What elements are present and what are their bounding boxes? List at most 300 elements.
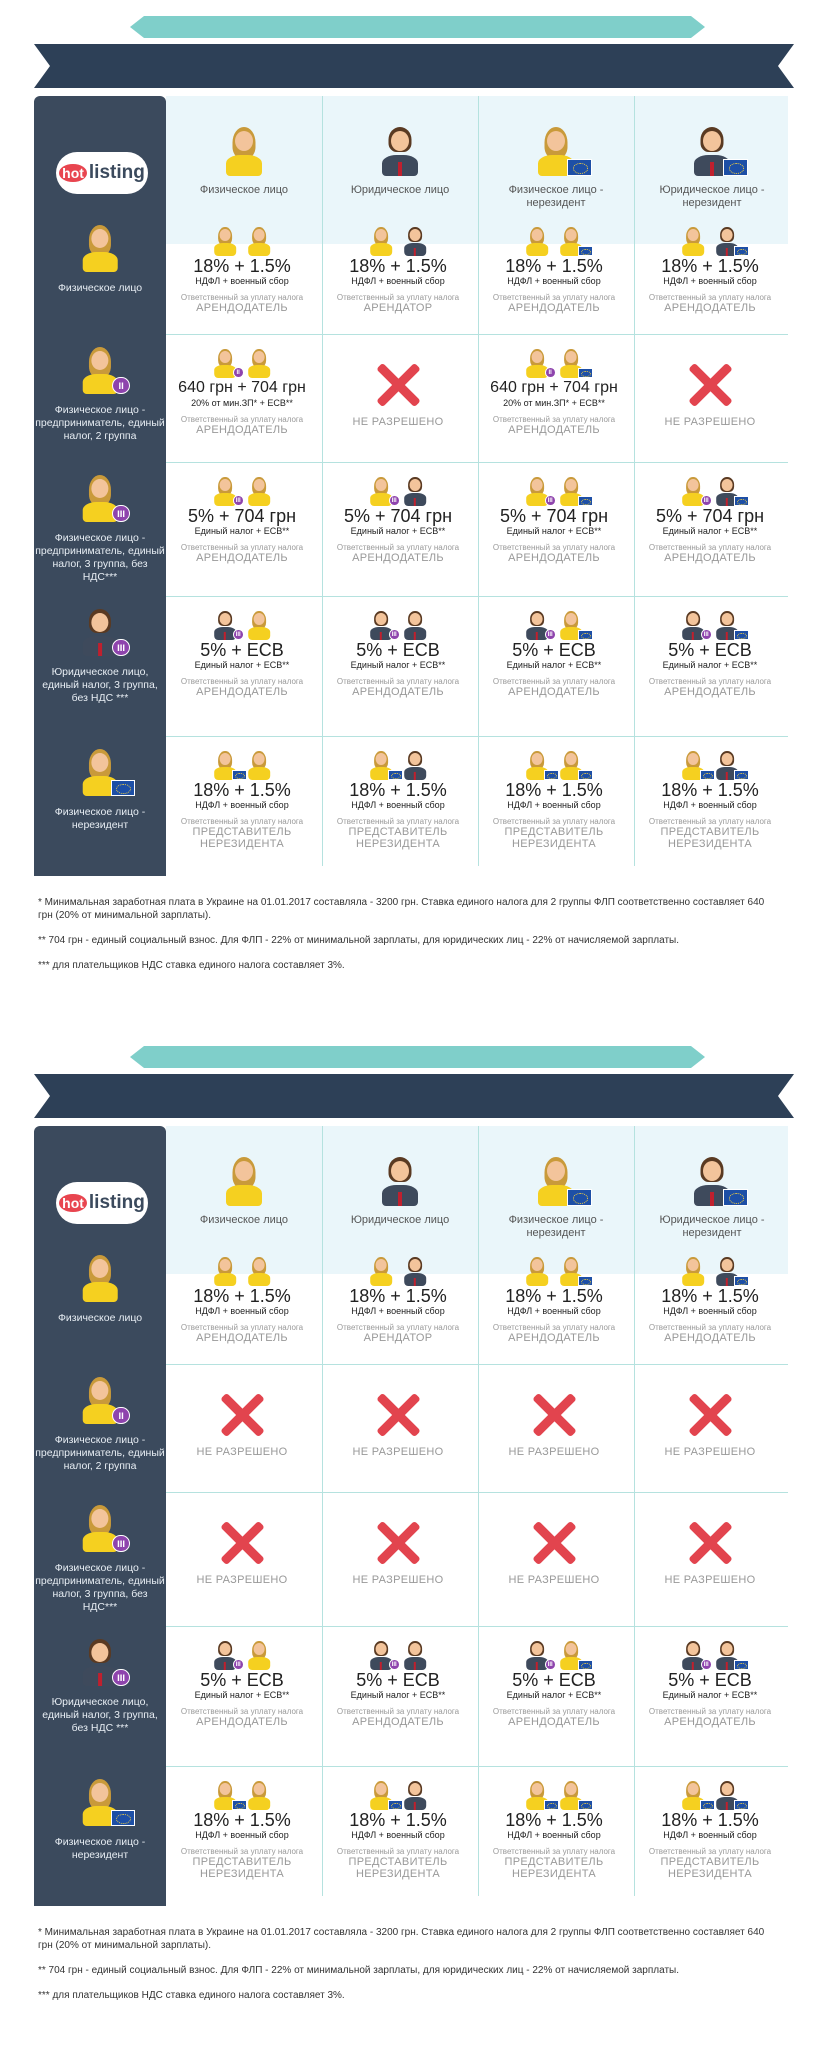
owner-row-label: Физическое лицо - предприниматель, единый налог, 2 группа — [35, 404, 165, 442]
tax-cell — [478, 742, 630, 850]
section-title — [34, 44, 794, 88]
parties-avatars — [634, 1772, 786, 1810]
tax-formula-note: Единый налог + ЕСВ** — [194, 1690, 290, 1700]
parties-avatars — [634, 742, 786, 780]
person-avatar-icon — [244, 226, 274, 256]
renter-column-label: Юридическое лицо — [350, 184, 450, 196]
eu-flag-icon — [578, 1660, 593, 1670]
tax-cell — [166, 1632, 318, 1728]
row-divider — [166, 1492, 788, 1493]
parties-avatars — [166, 218, 318, 256]
owner-row-header — [34, 1504, 166, 1614]
eu-flag-icon — [578, 496, 593, 506]
responsible-caption: Ответственный за уплату налога — [180, 1707, 304, 1716]
parties-avatars — [634, 218, 786, 256]
tax-formula: 18% + 1.5% — [349, 780, 447, 800]
owner-row-label: Физическое лицо - нерезидент — [54, 806, 146, 831]
tax-formula: 18% + 1.5% — [505, 1810, 603, 1830]
parties-avatars — [478, 742, 630, 780]
not-allowed-label: НЕ РАЗРЕШЕНО — [352, 1446, 444, 1458]
company-avatar-icon — [366, 610, 396, 640]
tax-formula: 5% + 704 грн — [343, 506, 453, 526]
tax-cell — [634, 1248, 786, 1344]
company-avatar-icon — [400, 1256, 430, 1286]
person-avatar-icon — [76, 346, 124, 394]
parties-avatars — [634, 1632, 786, 1670]
tax-formula-note: НДФЛ + военный сбор — [195, 1830, 289, 1840]
person-avatar-icon — [556, 610, 586, 640]
eu-flag-icon — [734, 770, 749, 780]
section-title — [34, 1074, 794, 1118]
tax-formula-note: НДФЛ + военный сбор — [663, 1306, 757, 1316]
tax-formula: 5% + ЕСВ — [512, 1670, 596, 1690]
responsible-caption: Ответственный за уплату налога — [492, 817, 616, 826]
tax-cell — [478, 218, 630, 314]
eu-flag-icon — [578, 246, 593, 256]
renter-column-header — [481, 126, 631, 210]
eu-flag-icon — [734, 496, 749, 506]
responsible-party: АРЕНДОДАТЕЛЬ — [664, 1716, 756, 1728]
footnotes — [38, 1926, 778, 2014]
footnote: * Минимальная заработная плата в Украине на 01.01.2017 составляла - 3200 грн. Ставка единого налога для 2 группы ФЛП соответственно составляет 640 грн (20% от минимальной зарплаты). — [38, 1927, 765, 1951]
tax-formula: 5% + ЕСВ — [668, 640, 752, 660]
group-badge-icon: III — [112, 1535, 129, 1552]
person-avatar-icon — [244, 1780, 274, 1810]
tax-cell — [634, 1632, 786, 1728]
group-badge-icon: III — [545, 495, 556, 506]
company-avatar-icon — [678, 1640, 708, 1670]
tax-formula-note: НДФЛ + военный сбор — [507, 1830, 601, 1840]
owner-row-header — [34, 474, 166, 584]
responsible-party: АРЕНДОДАТЕЛЬ — [196, 1716, 288, 1728]
responsible-party: АРЕНДОДАТЕЛЬ — [352, 1716, 444, 1728]
owner-row-header — [34, 608, 166, 705]
tax-cell — [322, 1520, 474, 1586]
responsible-caption: Ответственный за уплату налога — [336, 1847, 460, 1856]
responsible-caption: Ответственный за уплату налога — [336, 1323, 460, 1332]
eu-flag-icon — [578, 1276, 593, 1286]
tax-formula: 18% + 1.5% — [505, 256, 603, 276]
row-divider — [166, 596, 788, 597]
group-badge-icon: III — [233, 495, 244, 506]
parties-avatars — [478, 1248, 630, 1286]
tax-formula: 5% + 704 грн — [187, 506, 297, 526]
eu-flag-icon — [734, 246, 749, 256]
company-avatar-icon — [400, 750, 430, 780]
renter-column-label: Юридическое лицо - нерезидент — [659, 1214, 765, 1239]
tax-formula: 5% + ЕСВ — [200, 640, 284, 660]
tax-formula-note: Единый налог + ЕСВ** — [194, 660, 290, 670]
person-avatar-icon — [366, 1256, 396, 1286]
tax-formula: 18% + 1.5% — [349, 1286, 447, 1306]
group-badge-icon: III — [701, 1659, 712, 1670]
renter-column-header — [481, 1156, 631, 1240]
renter-column-header — [637, 1156, 787, 1240]
person-avatar-icon — [76, 224, 124, 272]
not-allowed-cross-icon — [531, 1392, 577, 1438]
group-badge-icon: III — [389, 1659, 400, 1670]
responsible-party: АРЕНДОДАТЕЛЬ — [196, 424, 288, 436]
person-avatar-icon — [556, 1256, 586, 1286]
owner-row-label: Физическое лицо - нерезидент — [54, 1836, 146, 1861]
company-avatar-icon — [687, 126, 737, 176]
person-avatar-icon — [678, 750, 708, 780]
responsible-party: АРЕНДОДАТЕЛЬ — [508, 424, 600, 436]
company-avatar-icon — [210, 610, 240, 640]
tax-formula: 18% + 1.5% — [349, 256, 447, 276]
tax-cell — [322, 1248, 474, 1344]
renter-column-header — [169, 126, 319, 197]
tax-formula: 18% + 1.5% — [193, 1810, 291, 1830]
tax-formula: 5% + ЕСВ — [356, 640, 440, 660]
responsible-caption: Ответственный за уплату налога — [648, 1707, 772, 1716]
tax-formula: 5% + ЕСВ — [668, 1670, 752, 1690]
responsible-party: АРЕНДОДАТЕЛЬ — [196, 302, 288, 314]
company-avatar-icon — [712, 226, 742, 256]
responsible-caption: Ответственный за уплату налога — [648, 1847, 772, 1856]
responsible-caption: Ответственный за уплату налога — [336, 293, 460, 302]
responsible-caption: Ответственный за уплату налога — [336, 1707, 460, 1716]
tax-cell — [166, 1520, 318, 1586]
footnote: ** 704 грн - единый социальный взнос. Для ФЛП - 22% от минимальной зарплаты, для юридических лиц - 22% от начисляемой зарплаты. — [38, 1965, 679, 1976]
tax-cell — [478, 1520, 630, 1586]
responsible-party: АРЕНДОДАТЕЛЬ — [664, 686, 756, 698]
person-avatar-icon — [210, 750, 240, 780]
eu-flag-icon — [111, 1810, 135, 1826]
parties-avatars — [634, 602, 786, 640]
group-badge-icon: II — [112, 377, 129, 394]
tax-cell — [322, 742, 474, 850]
company-avatar-icon — [712, 1256, 742, 1286]
responsible-caption: Ответственный за уплату налога — [648, 817, 772, 826]
not-allowed-label: НЕ РАЗРЕШЕНО — [352, 1574, 444, 1586]
not-allowed-cross-icon — [375, 1520, 421, 1566]
tax-cell — [478, 602, 630, 698]
parties-avatars — [478, 1632, 630, 1670]
company-avatar-icon — [712, 610, 742, 640]
responsible-caption: Ответственный за уплату налога — [180, 1847, 304, 1856]
owner-row-header — [34, 748, 166, 832]
parties-avatars — [166, 340, 318, 378]
company-avatar-icon — [712, 1780, 742, 1810]
responsible-caption: Ответственный за уплату налога — [492, 1323, 616, 1332]
tax-formula: 18% + 1.5% — [661, 1810, 759, 1830]
footnote: * Минимальная заработная плата в Украине на 01.01.2017 составляла - 3200 грн. Ставка единого налога для 2 группы ФЛП соответственно составляет 640 грн (20% от минимальной зарплаты). — [38, 897, 765, 921]
tax-cell — [166, 468, 318, 564]
person-avatar-icon — [678, 476, 708, 506]
tax-formula-note: НДФЛ + военный сбор — [663, 276, 757, 286]
group-badge-icon: II — [112, 1407, 129, 1424]
responsible-party: АРЕНДОДАТЕЛЬ — [196, 552, 288, 564]
tax-cell — [322, 362, 474, 428]
person-avatar-icon — [76, 1376, 124, 1424]
responsible-caption: Ответственный за уплату налога — [492, 415, 616, 424]
tax-formula-note: НДФЛ + военный сбор — [507, 800, 601, 810]
parties-avatars — [322, 1632, 474, 1670]
company-avatar-icon — [375, 1156, 425, 1206]
renter-column-label: Физическое лицо - нерезидент — [508, 1214, 604, 1239]
tax-cell — [322, 1632, 474, 1728]
person-avatar-icon — [244, 750, 274, 780]
not-allowed-label: НЕ РАЗРЕШЕНО — [196, 1446, 288, 1458]
tax-cell — [166, 1392, 318, 1458]
company-avatar-icon — [522, 1640, 552, 1670]
row-divider — [166, 736, 788, 737]
eu-flag-icon — [734, 1800, 749, 1810]
responsible-party: АРЕНДОДАТЕЛЬ — [508, 302, 600, 314]
company-avatar-icon — [366, 1640, 396, 1670]
responsible-party: АРЕНДОДАТЕЛЬ — [352, 686, 444, 698]
not-allowed-cross-icon — [219, 1520, 265, 1566]
section-banner — [130, 1046, 705, 1068]
parties-avatars — [166, 602, 318, 640]
owner-row-label: Физическое лицо — [57, 282, 143, 294]
tax-cell — [166, 1248, 318, 1344]
eu-flag-icon — [723, 159, 748, 176]
responsible-party: АРЕНДОДАТЕЛЬ — [508, 1332, 600, 1344]
responsible-party: АРЕНДАТОР — [363, 302, 433, 314]
owner-row-header — [34, 1376, 166, 1473]
tax-cell — [322, 1392, 474, 1458]
owner-row-label: Физическое лицо - предприниматель, единый налог, 3 группа, без НДС*** — [35, 532, 165, 583]
person-avatar-icon — [366, 226, 396, 256]
responsible-caption: Ответственный за уплату налога — [180, 293, 304, 302]
tax-formula-note: Единый налог + ЕСВ** — [506, 660, 602, 670]
tax-cell — [634, 468, 786, 564]
group-badge-icon: III — [545, 1659, 556, 1670]
responsible-party: ПРЕДСТАВИТЕЛЬ НЕРЕЗИДЕНТА — [348, 826, 448, 850]
person-avatar-icon — [366, 1780, 396, 1810]
tax-formula-note: НДФЛ + военный сбор — [351, 800, 445, 810]
company-avatar-icon — [76, 1638, 124, 1686]
responsible-caption: Ответственный за уплату налога — [492, 293, 616, 302]
tax-cell — [478, 1392, 630, 1458]
parties-avatars — [322, 218, 474, 256]
tax-formula-note: 20% от мин.ЗП* + ЕСВ** — [191, 398, 293, 408]
tax-formula: 5% + ЕСВ — [356, 1670, 440, 1690]
tax-formula-note: НДФЛ + военный сбор — [663, 1830, 757, 1840]
responsible-caption: Ответственный за уплату налога — [648, 293, 772, 302]
tax-formula-note: 20% от мин.ЗП* + ЕСВ** — [503, 398, 605, 408]
responsible-party: АРЕНДОДАТЕЛЬ — [196, 686, 288, 698]
parties-avatars — [166, 1632, 318, 1670]
group-badge-icon: III — [233, 1659, 244, 1670]
responsible-party: АРЕНДОДАТЕЛЬ — [664, 302, 756, 314]
tax-cell — [634, 362, 786, 428]
tax-cell — [322, 1772, 474, 1880]
row-divider — [166, 1626, 788, 1627]
hotlisting-logo: hot listing — [56, 1182, 148, 1224]
company-avatar-icon — [712, 1640, 742, 1670]
footnote: *** для плательщиков НДС ставка единого налога составляет 3%. — [38, 960, 345, 971]
not-allowed-cross-icon — [375, 1392, 421, 1438]
responsible-party: ПРЕДСТАВИТЕЛЬ НЕРЕЗИДЕНТА — [660, 1856, 760, 1880]
tax-cell — [634, 602, 786, 698]
responsible-caption: Ответственный за уплату налога — [180, 415, 304, 424]
tax-cell — [634, 742, 786, 850]
eu-flag-icon — [734, 1660, 749, 1670]
responsible-caption: Ответственный за уплату налога — [492, 677, 616, 686]
parties-avatars — [322, 742, 474, 780]
row-divider — [166, 1364, 788, 1365]
not-allowed-label: НЕ РАЗРЕШЕНО — [664, 1446, 756, 1458]
tax-formula-note: Единый налог + ЕСВ** — [662, 1690, 758, 1700]
owner-row-header — [34, 224, 166, 295]
not-allowed-cross-icon — [687, 362, 733, 408]
person-avatar-icon — [366, 476, 396, 506]
renter-column-header — [169, 1156, 319, 1227]
owner-row-label: Физическое лицо - предприниматель, единый налог, 3 группа, без НДС*** — [35, 1562, 165, 1613]
tax-formula-note: НДФЛ + военный сбор — [507, 276, 601, 286]
responsible-party: АРЕНДАТОР — [363, 1332, 433, 1344]
tax-formula-note: НДФЛ + военный сбор — [195, 800, 289, 810]
person-avatar-icon — [531, 126, 581, 176]
owner-row-header — [34, 346, 166, 443]
responsible-party: ПРЕДСТАВИТЕЛЬ НЕРЕЗИДЕНТА — [192, 1856, 292, 1880]
person-avatar-icon — [244, 1640, 274, 1670]
tax-formula-note: Единый налог + ЕСВ** — [350, 660, 446, 670]
owner-row-header — [34, 1638, 166, 1735]
person-avatar-icon — [244, 610, 274, 640]
company-avatar-icon — [522, 610, 552, 640]
tax-formula: 18% + 1.5% — [505, 780, 603, 800]
person-avatar-icon — [244, 348, 274, 378]
tax-formula-note: НДФЛ + военный сбор — [351, 276, 445, 286]
tax-formula: 18% + 1.5% — [505, 1286, 603, 1306]
parties-avatars — [634, 1248, 786, 1286]
row-divider — [166, 1766, 788, 1767]
owner-row-header — [34, 1778, 166, 1862]
tax-formula-note: НДФЛ + военный сбор — [507, 1306, 601, 1316]
parties-avatars — [322, 602, 474, 640]
eu-flag-icon — [578, 368, 593, 378]
person-avatar-icon — [522, 1780, 552, 1810]
person-avatar-icon — [678, 1256, 708, 1286]
tax-formula: 18% + 1.5% — [661, 1286, 759, 1306]
person-avatar-icon — [522, 1256, 552, 1286]
eu-flag-icon — [111, 780, 135, 796]
responsible-party: АРЕНДОДАТЕЛЬ — [508, 1716, 600, 1728]
not-allowed-label: НЕ РАЗРЕШЕНО — [508, 1446, 600, 1458]
parties-avatars — [166, 742, 318, 780]
responsible-caption: Ответственный за уплату налога — [492, 543, 616, 552]
footnotes — [38, 896, 778, 984]
responsible-party: ПРЕДСТАВИТЕЛЬ НЕРЕЗИДЕНТА — [504, 826, 604, 850]
company-avatar-icon — [400, 1640, 430, 1670]
person-avatar-icon — [219, 1156, 269, 1206]
row-divider — [166, 334, 788, 335]
responsible-caption: Ответственный за уплату налога — [180, 1323, 304, 1332]
tax-formula: 5% + 704 грн — [655, 506, 765, 526]
eu-flag-icon — [567, 1189, 592, 1206]
person-avatar-icon — [678, 1780, 708, 1810]
tax-cell — [478, 1248, 630, 1344]
responsible-caption: Ответственный за уплату налога — [336, 817, 460, 826]
renter-column-label: Физическое лицо - нерезидент — [508, 184, 604, 209]
tax-formula: 18% + 1.5% — [349, 1810, 447, 1830]
person-avatar-icon — [522, 750, 552, 780]
person-avatar-icon — [556, 476, 586, 506]
responsible-caption: Ответственный за уплату налога — [336, 543, 460, 552]
responsible-party: АРЕНДОДАТЕЛЬ — [508, 552, 600, 564]
responsible-caption: Ответственный за уплату налога — [648, 543, 772, 552]
not-allowed-cross-icon — [531, 1520, 577, 1566]
eu-flag-icon — [578, 770, 593, 780]
responsible-caption: Ответственный за уплату налога — [648, 1323, 772, 1332]
parties-avatars — [166, 1248, 318, 1286]
group-badge-icon: III — [112, 505, 129, 522]
company-avatar-icon — [687, 1156, 737, 1206]
row-divider — [166, 462, 788, 463]
company-avatar-icon — [712, 476, 742, 506]
tax-cell — [634, 1772, 786, 1880]
not-allowed-label: НЕ РАЗРЕШЕНО — [664, 416, 756, 428]
tax-cell — [478, 468, 630, 564]
person-avatar-icon — [556, 1640, 586, 1670]
tax-cell — [166, 602, 318, 698]
parties-avatars — [166, 468, 318, 506]
person-avatar-icon — [244, 1256, 274, 1286]
renter-column-label: Юридическое лицо - нерезидент — [659, 184, 765, 209]
tax-cell — [478, 1632, 630, 1728]
tax-cell — [166, 340, 318, 436]
responsible-party: ПРЕДСТАВИТЕЛЬ НЕРЕЗИДЕНТА — [192, 826, 292, 850]
responsible-party: АРЕНДОДАТЕЛЬ — [196, 1332, 288, 1344]
group-badge-icon: II — [233, 367, 244, 378]
parties-avatars — [478, 602, 630, 640]
person-avatar-icon — [219, 126, 269, 176]
person-avatar-icon — [210, 226, 240, 256]
tax-formula-note: Единый налог + ЕСВ** — [662, 660, 758, 670]
person-avatar-icon — [76, 474, 124, 522]
owner-row-header — [34, 1254, 166, 1325]
section-banner — [130, 16, 705, 38]
renter-column-header — [325, 1156, 475, 1227]
renter-column-label: Юридическое лицо — [350, 1214, 450, 1226]
tax-formula: 5% + ЕСВ — [200, 1670, 284, 1690]
group-badge-icon: III — [112, 1669, 129, 1686]
group-badge-icon: III — [112, 639, 129, 656]
not-allowed-label: НЕ РАЗРЕШЕНО — [508, 1574, 600, 1586]
not-allowed-cross-icon — [687, 1520, 733, 1566]
eu-flag-icon — [578, 630, 593, 640]
tax-cell — [322, 218, 474, 314]
tax-cell — [478, 1772, 630, 1880]
parties-avatars — [322, 468, 474, 506]
eu-flag-icon — [567, 159, 592, 176]
responsible-party: АРЕНДОДАТЕЛЬ — [508, 686, 600, 698]
tax-formula: 18% + 1.5% — [193, 256, 291, 276]
tax-formula-note: Единый налог + ЕСВ** — [506, 1690, 602, 1700]
renter-column-header — [637, 126, 787, 210]
company-avatar-icon — [76, 608, 124, 656]
group-badge-icon: III — [233, 629, 244, 640]
owner-row-label: Физическое лицо — [57, 1312, 143, 1324]
tax-formula: 5% + 704 грн — [499, 506, 609, 526]
owner-row-label: Физическое лицо - предприниматель, единый налог, 2 группа — [35, 1434, 165, 1472]
tax-formula: 640 грн + 704 грн — [178, 379, 306, 396]
company-avatar-icon — [712, 750, 742, 780]
company-avatar-icon — [375, 126, 425, 176]
tax-formula: 18% + 1.5% — [193, 780, 291, 800]
person-avatar-icon — [366, 750, 396, 780]
eu-flag-icon — [734, 630, 749, 640]
responsible-caption: Ответственный за уплату налога — [492, 1847, 616, 1856]
parties-avatars — [634, 468, 786, 506]
company-avatar-icon — [400, 476, 430, 506]
eu-flag-icon — [723, 1189, 748, 1206]
hotlisting-logo: hot listing — [56, 152, 148, 194]
